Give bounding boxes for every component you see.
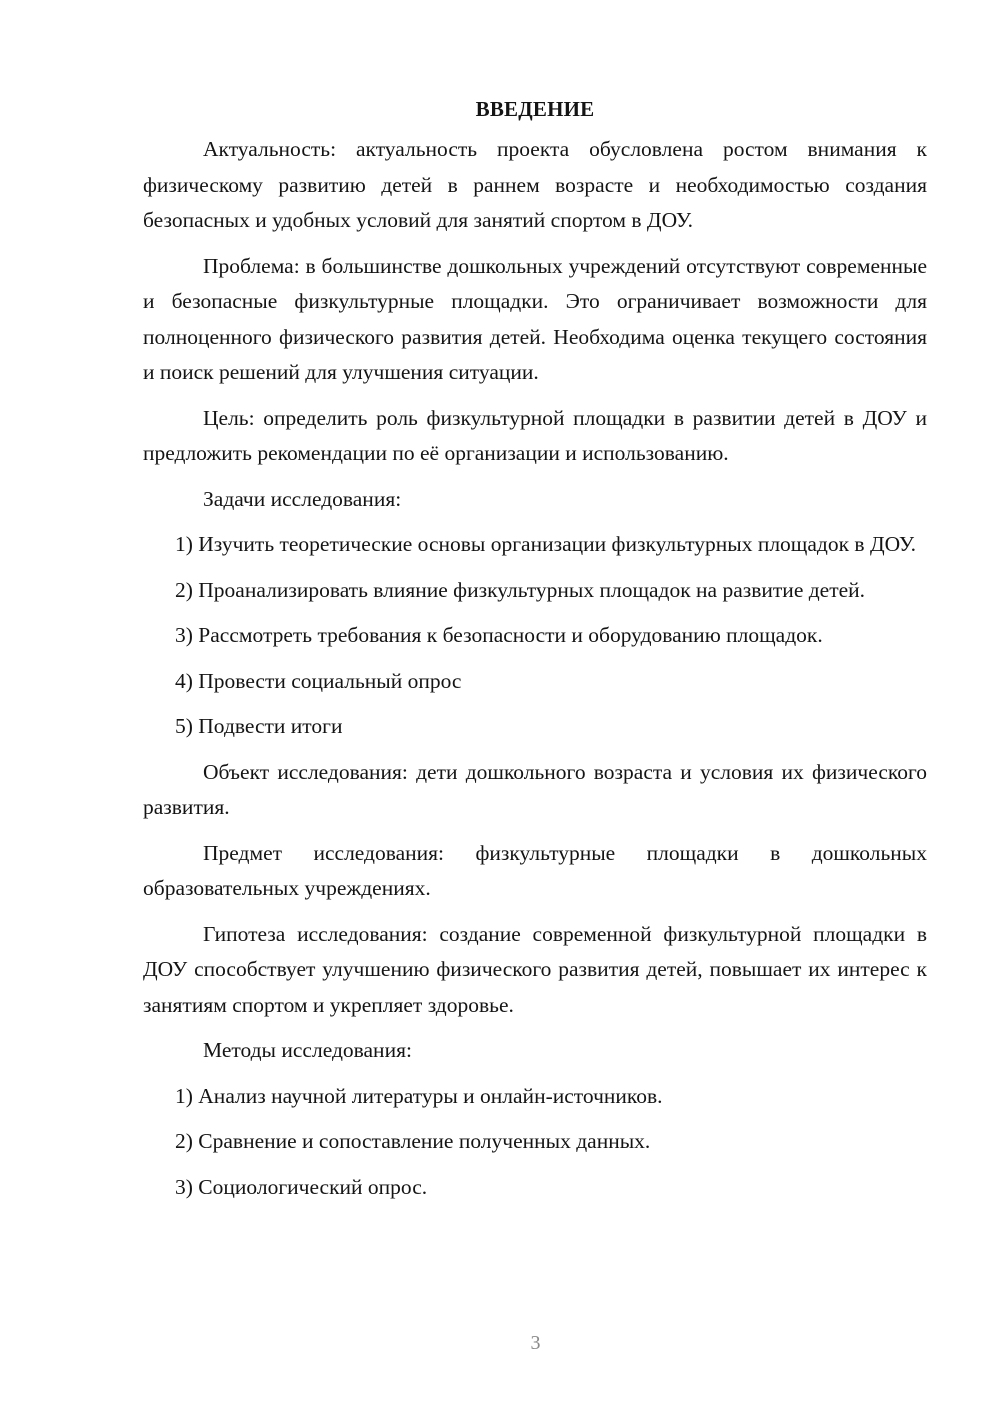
problem-paragraph: Проблема: в большинстве дошкольных учреждений отсутствуют современные и безопасные физкультурные площадки. Это ограничивает возможности для полноценного физического развития детей. Необходима оценка текущего состояния и поиск решений для улучшения ситуации.: [143, 253, 927, 384]
subject-paragraph: Предмет исследования: физкультурные площадки в дошкольных образовательных учреждениях.: [143, 840, 927, 900]
method-item-3: 3) Социологический опрос.: [175, 1174, 428, 1199]
task-item-2: 2) Проанализировать влияние физкультурных площадок на развитие детей.: [175, 577, 866, 602]
method-item-2: 2) Сравнение и сопоставление полученных данных.: [175, 1129, 651, 1153]
object-paragraph: Объект исследования: дети дошкольного возраста и условия их физического развития.: [143, 759, 927, 819]
goal-paragraph: Цель: определить роль физкультурной площадки в развитии детей в ДОУ и предложить рекомендации по её организации и использованию.: [143, 405, 927, 465]
task-item-1: 1) Изучить теоретические основы организации физкультурных площадок в ДОУ.: [175, 532, 917, 556]
hypothesis-paragraph: Гипотеза исследования: создание современной физкультурной площадки в ДОУ способствует улучшению физического развития детей, повышает их интерес к занятиям спортом и укрепляет здоровье.: [143, 921, 927, 1017]
page-title: ВВЕДЕНИЕ: [475, 97, 595, 121]
tasks-heading: Задачи исследования:: [203, 486, 402, 511]
task-item-3: 3) Рассмотреть требования к безопасности и оборудованию площадок.: [175, 623, 823, 647]
relevance-paragraph: Актуальность: актуальность проекта обусловлена ростом внимания к физическому развитию детей в раннем возрасте и необходимостью создания безопасных и удобных условий для занятий спортом в ДОУ.: [143, 137, 927, 232]
methods-heading: Методы исследования:: [203, 1038, 412, 1062]
method-item-1: 1) Анализ научной литературы и онлайн-источников.: [175, 1083, 663, 1108]
page-number: 3: [530, 1332, 541, 1354]
task-item-4: 4) Провести социальный опрос: [175, 668, 462, 693]
task-item-5: 5) Подвести итоги: [175, 714, 343, 738]
document-page: [143, 92, 927, 1215]
